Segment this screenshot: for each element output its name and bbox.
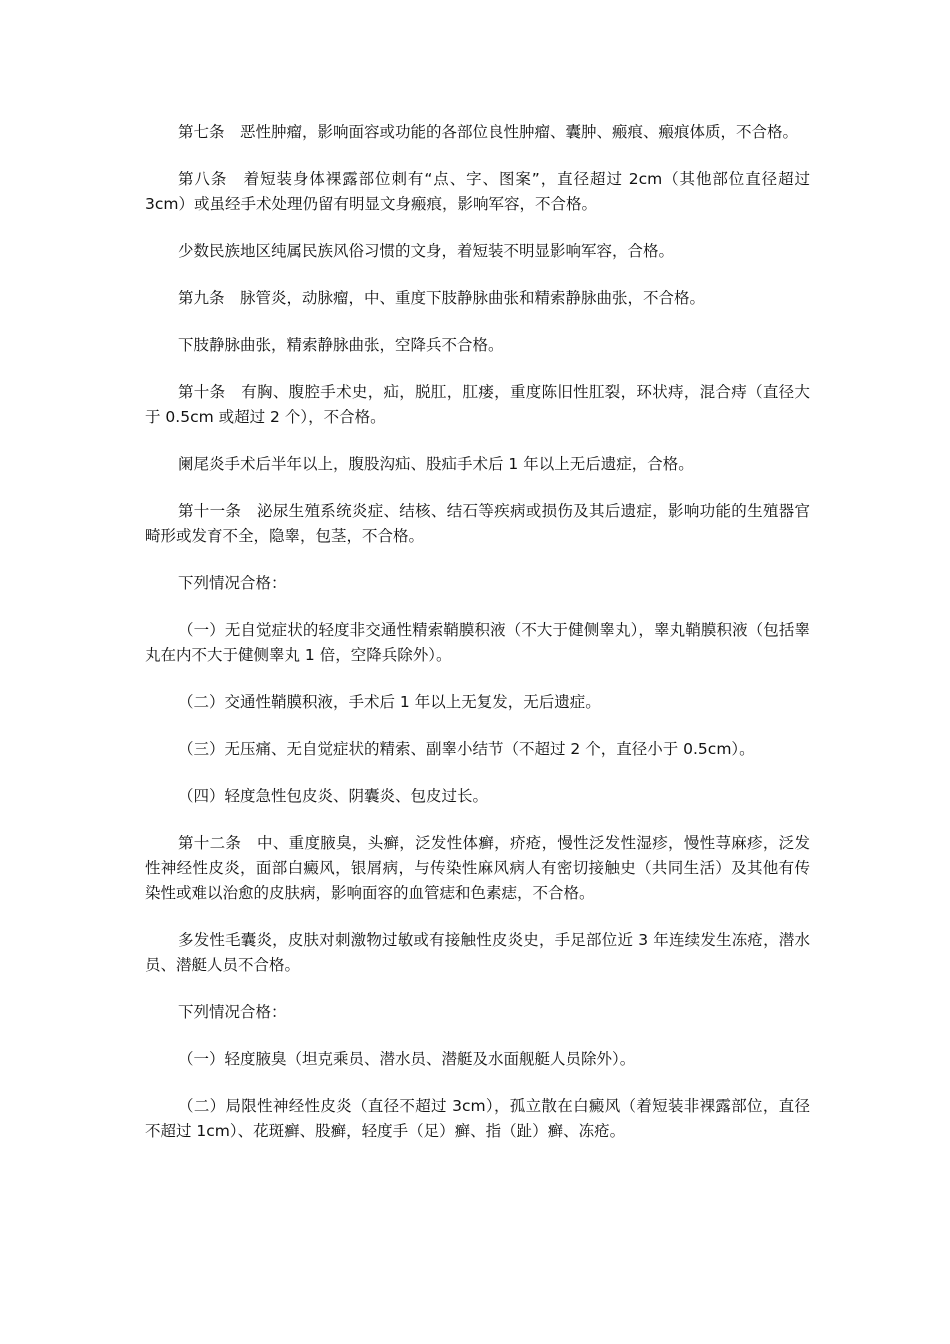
article-7: 第七条 恶性肿瘤，影响面容或功能的各部位良性肿瘤、囊肿、瘢痕、瘢痕体质，不合格。: [178, 123, 799, 141]
article-12-note: 多发性毛囊炎，皮肤对刺激物过敏或有接触性皮炎史，手足部位近 3 年连续发生冻疮，潜水员、潜艇人员不合格。: [145, 931, 810, 974]
article-10: 第十条 有胸、腹腔手术史，疝，脱肛，肛瘘，重度陈旧性肛裂，环状痔，混合痔（直径大于 0.5cm 或超过 2 个），不合格。: [145, 383, 810, 426]
article-9: 第九条 脉管炎，动脉瘤，中、重度下肢静脉曲张和精索静脉曲张，不合格。: [178, 289, 706, 307]
article-11: 第十一条 泌尿生殖系统炎症、结核、结石等疾病或损伤及其后遗症，影响功能的生殖器官畸形或发育不全，隐睾，包茎，不合格。: [145, 502, 810, 545]
article-11-item-2: （二）交通性鞘膜积液，手术后 1 年以上无复发，无后遗症。: [178, 693, 601, 711]
article-11-item-4: （四）轻度急性包皮炎、阴囊炎、包皮过长。: [178, 787, 489, 805]
document-body: [145, 120, 810, 1166]
article-11-item-1: （一）无自觉症状的轻度非交通性精索鞘膜积液（不大于健侧睾丸），睾丸鞘膜积液（包括睾丸在内不大于健侧睾丸 1 倍，空降兵除外）。: [145, 621, 810, 664]
article-10-exception: 阑尾炎手术后半年以上，腹股沟疝、股疝手术后 1 年以上无后遗症，合格。: [178, 455, 694, 473]
article-9-note: 下肢静脉曲张，精索静脉曲张，空降兵不合格。: [178, 336, 504, 354]
article-8: 第八条 着短装身体裸露部位刺有“点、字、图案”，直径超过 2cm（其他部位直径超过 3cm）或虽经手术处理仍留有明显文身瘢痕，影响军容，不合格。: [145, 170, 810, 213]
article-11-item-3: （三）无压痛、无自觉症状的精索、副睾小结节（不超过 2 个，直径小于 0.5cm）。: [178, 740, 755, 758]
qualified-list-heading: 下列情况合格：: [178, 574, 287, 592]
article-12-item-2: （二）局限性神经性皮炎（直径不超过 3cm），孤立散在白癜风（着短装非裸露部位，直径不超过 1cm）、花斑癣、股癣，轻度手（足）癣、指（趾）癣、冻疮。: [145, 1097, 810, 1140]
article-8-exception: 少数民族地区纯属民族风俗习惯的文身，着短装不明显影响军容，合格。: [178, 242, 675, 260]
article-12: 第十二条 中、重度腋臭，头癣，泛发性体癣，疥疮，慢性泛发性湿疹，慢性荨麻疹，泛发性神经性皮炎，面部白癜风，银屑病，与传染性麻风病人有密切接触史（共同生活）及其他有传染性或难以治愈的皮肤病，影响面容的血管痣和色素痣，不合格。: [145, 834, 810, 902]
article-12-item-1: （一）轻度腋臭（坦克乘员、潜水员、潜艇及水面舰艇人员除外）。: [178, 1050, 636, 1068]
qualified-list-heading-2: 下列情况合格：: [178, 1003, 287, 1021]
